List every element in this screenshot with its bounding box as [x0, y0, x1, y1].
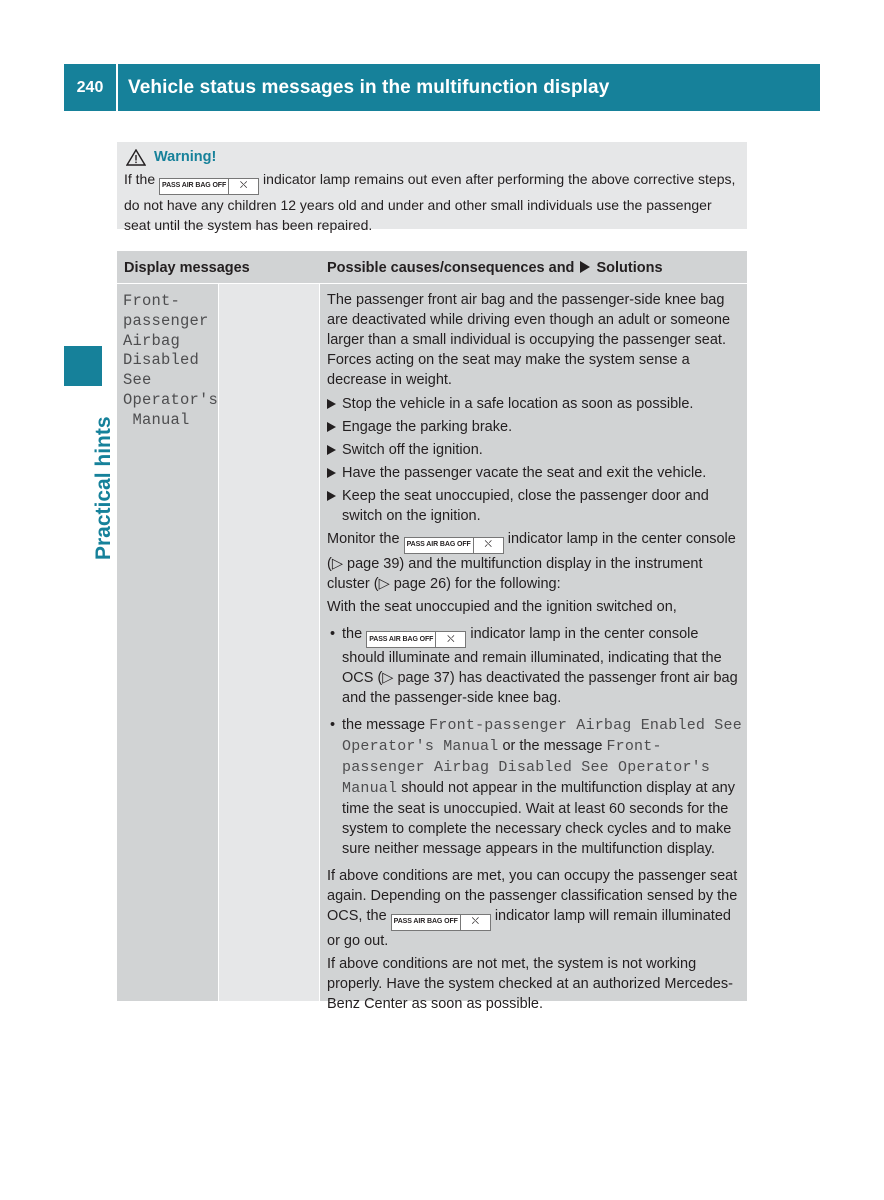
spacer-cell	[219, 284, 319, 1001]
monitor-paragraph: Monitor the PASS AIR BAG OFF ⛌ indicator lamp in the center console (▷ page 39) and the multifunction display in the instrument cluster (▷ page 26) for the following:	[327, 531, 736, 592]
solutions-content	[327, 290, 743, 1014]
chapter-label: Practical hints	[92, 416, 115, 560]
step-item: Keep the seat unoccupied, close the passenger door and switch on the ignition.	[327, 486, 743, 526]
step-item: Engage the parking brake.	[327, 417, 743, 437]
airbag-off-icon: ⛌	[239, 180, 248, 191]
table-header	[117, 251, 747, 283]
bullet-item: • the PASS AIR BAG OFF ⛌ indicator lamp in the center console should illuminate and remain illuminated, indicating that the OCS (▷ page 37) has deactivated the passenger front air bag and the passenger-side knee bag.	[330, 625, 738, 706]
airbag-indicator: PASS AIR BAG OFF ⛌	[391, 914, 491, 931]
conditions-not-met-paragraph: If above conditions are not met, the system is not working properly. Have the system checked at an authorized Mercedes-Benz Center as soon as possible.	[327, 955, 733, 1012]
display-message-inline: Front-passenger Airbag Enabled See Operator's Manual	[342, 717, 742, 755]
bullet-item: • the message Front-passenger Airbag Enabled See Operator's Manual or the message Front-passenger Airbag Disabled See Operator's Manual should not appear in the multifunction display at any time the seat is unoccupied. Wait at least 60 seconds for the system to complete the necessary check cycles and to make sure neither message appears in the multifunction display.	[330, 717, 742, 857]
column-header-display-messages: Display messages	[124, 260, 250, 276]
display-message-inline: Front-passenger Airbag Disabled See Operator's Manual	[342, 738, 711, 797]
solutions-cell	[320, 284, 747, 1012]
warning-heading	[124, 147, 737, 167]
airbag-indicator: PASS AIR BAG OFF ⛌	[159, 178, 259, 195]
chapter-tab-marker	[64, 346, 102, 386]
arrow-right-icon	[327, 491, 336, 501]
airbag-off-icon: ⛌	[471, 916, 480, 927]
arrow-right-icon	[327, 445, 336, 455]
airbag-off-icon: ⛌	[484, 539, 492, 550]
airbag-indicator: PASS AIR BAG OFF ⛌	[404, 537, 504, 554]
page-number: 240	[64, 64, 118, 111]
warning-title: Warning!	[154, 149, 217, 165]
arrow-right-icon	[327, 399, 336, 409]
page-header	[64, 64, 820, 111]
page-title: Vehicle status messages in the multifunction display	[128, 76, 610, 98]
airbag-indicator: PASS AIR BAG OFF ⛌	[366, 631, 466, 648]
column-header-causes-solutions: Possible causes/consequences and Solutions	[327, 260, 663, 276]
warning-triangle-icon	[126, 149, 146, 166]
step-item: Switch off the ignition.	[327, 440, 743, 460]
step-item: Have the passenger vacate the seat and exit the vehicle.	[327, 463, 743, 483]
arrow-right-icon	[580, 261, 590, 273]
airbag-off-icon: ⛌	[447, 633, 455, 645]
display-message-text: Front- passenger Airbag Disabled See Operator's Manual	[123, 292, 219, 429]
warning-text: If the PASS AIR BAG OFF ⛌ indicator lamp remains out even after performing the above corrective steps, do not have any children 12 years old and under and other small individuals use the passenger seat until the system has been repaired.	[124, 171, 736, 233]
arrow-right-icon	[327, 468, 336, 478]
conditions-met-paragraph: If above conditions are met, you can occupy the passenger seat again. Depending on the passenger classification sensed by the OCS, the PASS AIR BAG OFF ⛌ indicator lamp will remain illuminated or go out.	[327, 868, 738, 949]
intro-paragraph: The passenger front air bag and the passenger-side knee bag are deactivated while driving even though an adult or someone larger than a small individual is occupying the passenger seat. Forces acting on the seat may make the system sense a decrease in weight.	[327, 292, 731, 388]
display-message-cell	[117, 284, 218, 1001]
condition-paragraph: With the seat unoccupied and the ignition switched on,	[327, 598, 677, 615]
arrow-right-icon	[327, 422, 336, 432]
warning-box	[117, 142, 747, 233]
step-item: Stop the vehicle in a safe location as soon as possible.	[327, 394, 743, 414]
